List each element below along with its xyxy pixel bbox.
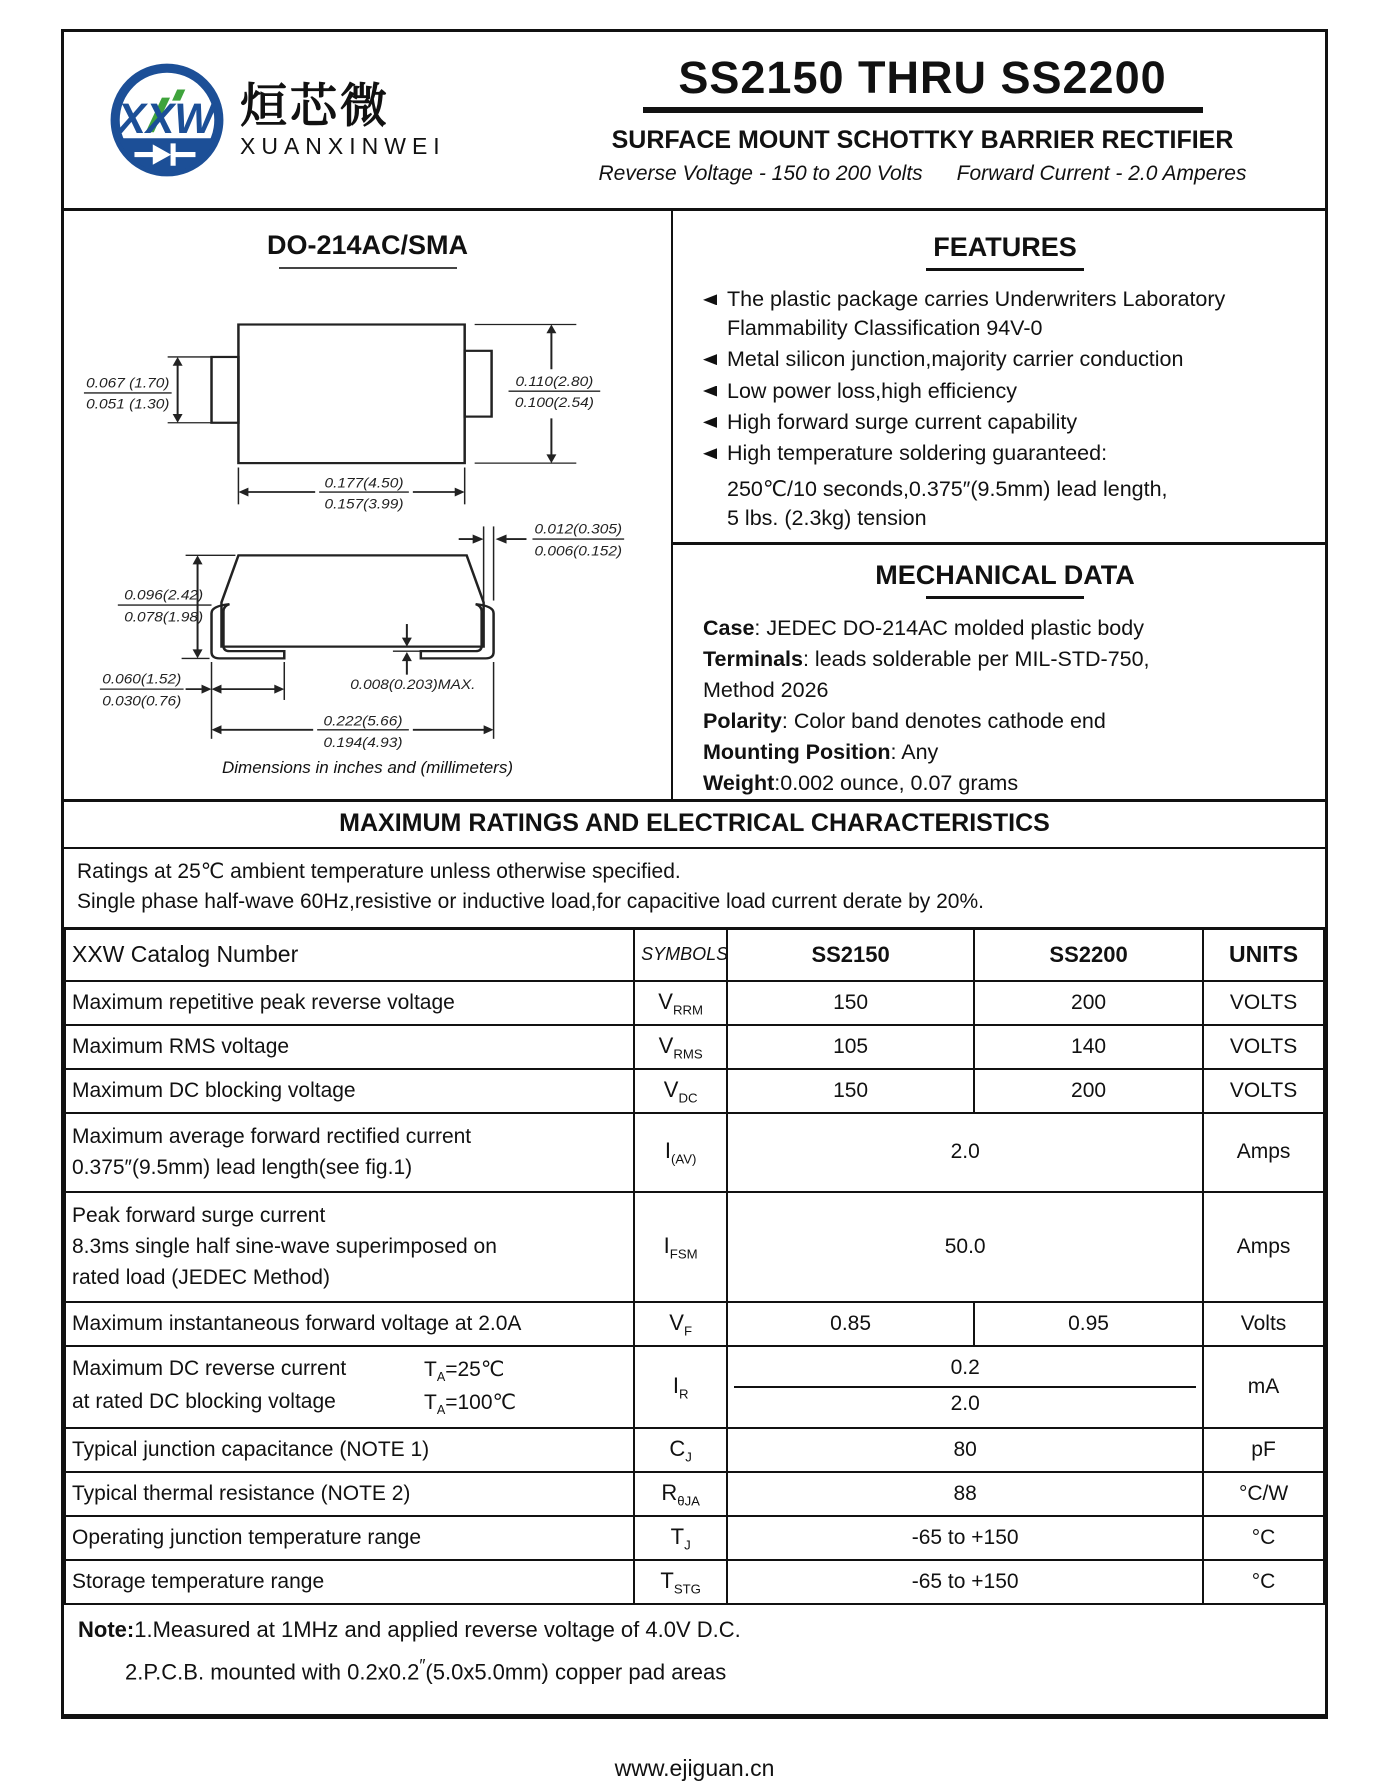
logo-text xyxy=(240,80,446,160)
device-subtitle: SURFACE MOUNT SCHOTTKY BARRIER RECTIFIER xyxy=(611,125,1234,154)
bullet-arrow-icon xyxy=(703,386,717,397)
feature-item xyxy=(703,377,1307,405)
feature-text: The plastic package carries Underwriters Laboratory xyxy=(727,287,1226,312)
mech-polarity: Polarity: Color band denotes cathode end xyxy=(703,709,1106,734)
table-row: Maximum instantaneous forward voltage at 2.0A $V_F$ 0.85 0.95 Volts xyxy=(65,1302,1324,1346)
svg-text:0.078(1.98): 0.078(1.98) xyxy=(124,610,204,626)
feature-continuation: 250℃/10 seconds,0.375″(9.5mm) lead length, 5 lbs. (2.3kg) tension xyxy=(727,476,1168,531)
company-logo xyxy=(64,59,526,181)
mechanical-data-section xyxy=(673,545,1325,799)
mech-weight: Weight:0.002 ounce, 0.07 grams xyxy=(703,771,1019,796)
dim-body-width xyxy=(319,477,409,513)
right-lead-outline xyxy=(421,605,494,659)
right-column xyxy=(673,211,1325,799)
drawing-caption: Dimensions in inches and (millimeters) xyxy=(222,758,513,778)
table-row: Operating junction temperature range $T_J$ -65 to +150 °C xyxy=(65,1516,1324,1560)
table-row: Typical junction capacitance (NOTE 1) $C_J$ 80 pF xyxy=(65,1428,1324,1472)
package-title-underline xyxy=(279,267,457,269)
package-body-outline xyxy=(238,325,464,464)
ratings-condition-2: Single phase half-wave 60Hz,resistive or inductive load,for capacitive load current derate by 20%. xyxy=(77,890,984,914)
features-section xyxy=(673,211,1325,545)
title-underline xyxy=(643,107,1203,113)
side-body-outline xyxy=(221,556,483,647)
mech-terminals: Terminals: leads solderable per MIL-STD-750, xyxy=(703,647,1150,672)
svg-text:0.006(0.152): 0.006(0.152) xyxy=(534,544,623,560)
bullet-arrow-icon xyxy=(703,294,717,305)
dim-tab-height xyxy=(84,377,172,413)
table-row: Typical thermal resistance (NOTE 2) $R_{\theta JA}$ 88 °C/W xyxy=(65,1472,1324,1516)
logo-monogram: XXW xyxy=(117,95,215,144)
logo-latin-name: XUANXINWEI xyxy=(240,132,446,159)
ratings-table xyxy=(64,927,1325,1605)
dim-body-height xyxy=(509,375,601,411)
svg-text:0.100(2.54): 0.100(2.54) xyxy=(514,396,594,412)
svg-text:0.157(3.99): 0.157(3.99) xyxy=(324,497,404,513)
table-row: Maximum average forward rectified current 0.375″(9.5mm) lead length(see fig.1) $I_{(AV)}$ 2.0 Amps xyxy=(65,1113,1324,1192)
dim-overall-width xyxy=(317,714,409,751)
table-row: Maximum RMS voltage $V_{RMS}$ 105 140 VOLTS xyxy=(65,1025,1324,1069)
tagline-reverse-voltage: Reverse Voltage - 150 to 200 Volts xyxy=(598,161,923,185)
left-terminal-tab xyxy=(212,357,239,423)
feature-text: High temperature soldering guaranteed: xyxy=(727,441,1108,466)
left-lead-outline xyxy=(212,605,285,659)
feature-item xyxy=(703,285,1307,342)
table-row: Maximum DC blocking voltage $V_{DC}$ 150 200 VOLTS xyxy=(65,1069,1324,1113)
part-range-title: SS2150 THRU SS2200 xyxy=(678,51,1167,103)
bullet-arrow-icon xyxy=(703,354,717,365)
svg-text:0.194(4.93): 0.194(4.93) xyxy=(323,735,403,752)
features-heading: FEATURES xyxy=(933,232,1077,262)
condition-ta100: $T_A=100℃$ xyxy=(424,1391,517,1418)
feature-text: Metal silicon junction,majority carrier conduction xyxy=(727,347,1184,372)
right-terminal-tab xyxy=(465,351,492,417)
package-top-view-drawing xyxy=(64,271,671,521)
mid-section xyxy=(64,211,1325,802)
svg-text:0.012(0.305): 0.012(0.305) xyxy=(534,522,623,538)
tagline-forward-current: Forward Current - 2.0 Amperes xyxy=(956,161,1247,185)
mechanical-underline xyxy=(926,596,1084,599)
feature-text: Low power loss,high efficiency xyxy=(727,378,1018,403)
title-block xyxy=(526,51,1325,186)
svg-text:0.222(5.66): 0.222(5.66) xyxy=(323,714,403,730)
svg-text:0.110(2.80): 0.110(2.80) xyxy=(515,375,594,391)
svg-text:0.177(4.50): 0.177(4.50) xyxy=(324,476,404,492)
feature-item xyxy=(703,345,1307,373)
col-header-ss2150: SS2150 xyxy=(727,928,974,981)
table-row: Maximum repetitive peak reverse voltage $V_{RRM}$ 150 200 VOLTS xyxy=(65,981,1324,1025)
ratings-condition-1: Ratings at 25℃ ambient temperature unless otherwise specified. xyxy=(77,860,681,883)
dim-lead-thickness xyxy=(532,523,624,560)
feature-text: Flammability Classification 94V-0 xyxy=(727,315,1043,340)
notes-section xyxy=(64,1605,1325,1713)
package-side-view-drawing xyxy=(64,521,671,756)
bullet-arrow-icon xyxy=(703,417,717,428)
footer xyxy=(61,1755,1328,1782)
table-row: Maximum DC reverse current $T_A=25℃$ at rated DC blocking voltage $T_A=100℃$ $I_R$ 0.2 2.0 mA xyxy=(65,1346,1324,1428)
header xyxy=(64,32,1325,211)
svg-text:0.051 (1.30): 0.051 (1.30) xyxy=(86,397,170,413)
col-header-symbols: SYMBOLS xyxy=(634,928,727,981)
feature-item xyxy=(703,439,1307,467)
package-drawing-panel xyxy=(64,211,673,799)
ratings-conditions xyxy=(64,849,1325,927)
ratings-tagline xyxy=(526,162,1319,186)
table-header-row xyxy=(65,928,1324,981)
feature-text: High forward surge current capability xyxy=(727,409,1078,434)
mech-case: Case: JEDEC DO-214AC molded plastic body xyxy=(703,616,1144,641)
svg-text:0.096(2.42): 0.096(2.42) xyxy=(124,588,204,604)
svg-text:0.067 (1.70): 0.067 (1.70) xyxy=(86,376,170,392)
dim-foot-length xyxy=(100,673,184,710)
mechanical-heading: MECHANICAL DATA xyxy=(875,559,1135,590)
mech-method: Method 2026 xyxy=(703,678,829,703)
note-line-2: 2.P.C.B. mounted with 0.2x0.2″(5.0x5.0mm) copper pad areas xyxy=(125,1655,727,1685)
features-underline xyxy=(926,268,1084,271)
logo-cjk-name: 烜芯微 xyxy=(240,79,390,133)
col-header-ss2200: SS2200 xyxy=(974,928,1203,981)
svg-text:0.030(0.76): 0.030(0.76) xyxy=(102,694,182,710)
col-header-catalog: XXW Catalog Number xyxy=(65,928,634,981)
logo-mark-icon xyxy=(106,59,228,181)
ratings-band-title: MAXIMUM RATINGS AND ELECTRICAL CHARACTERISTICS xyxy=(64,802,1325,849)
note-line-1: Note:1.Measured at 1MHz and applied reverse voltage of 4.0V D.C. xyxy=(78,1617,741,1643)
datasheet-page xyxy=(61,29,1328,1719)
svg-text:0.060(1.52): 0.060(1.52) xyxy=(102,672,182,688)
feature-item xyxy=(703,408,1307,436)
table-row: Peak forward surge current 8.3ms single half sine-wave superimposed on rated load (JEDEC Method) $I_{FSM}$ 50.0 Amps xyxy=(65,1192,1324,1302)
mech-mounting: Mounting Position: Any xyxy=(703,740,939,765)
col-header-units: UNITS xyxy=(1203,928,1324,981)
package-title: DO-214AC/SMA xyxy=(266,230,469,260)
bullet-arrow-icon xyxy=(703,448,717,459)
table-row: Storage temperature range $T_{STG}$ -65 to +150 °C xyxy=(65,1560,1324,1604)
website-link[interactable]: www.ejiguan.cn xyxy=(614,1754,775,1781)
condition-ta25: $T_A=25℃$ xyxy=(424,1357,505,1385)
dim-standoff: 0.008(0.203)MAX. xyxy=(350,678,476,694)
